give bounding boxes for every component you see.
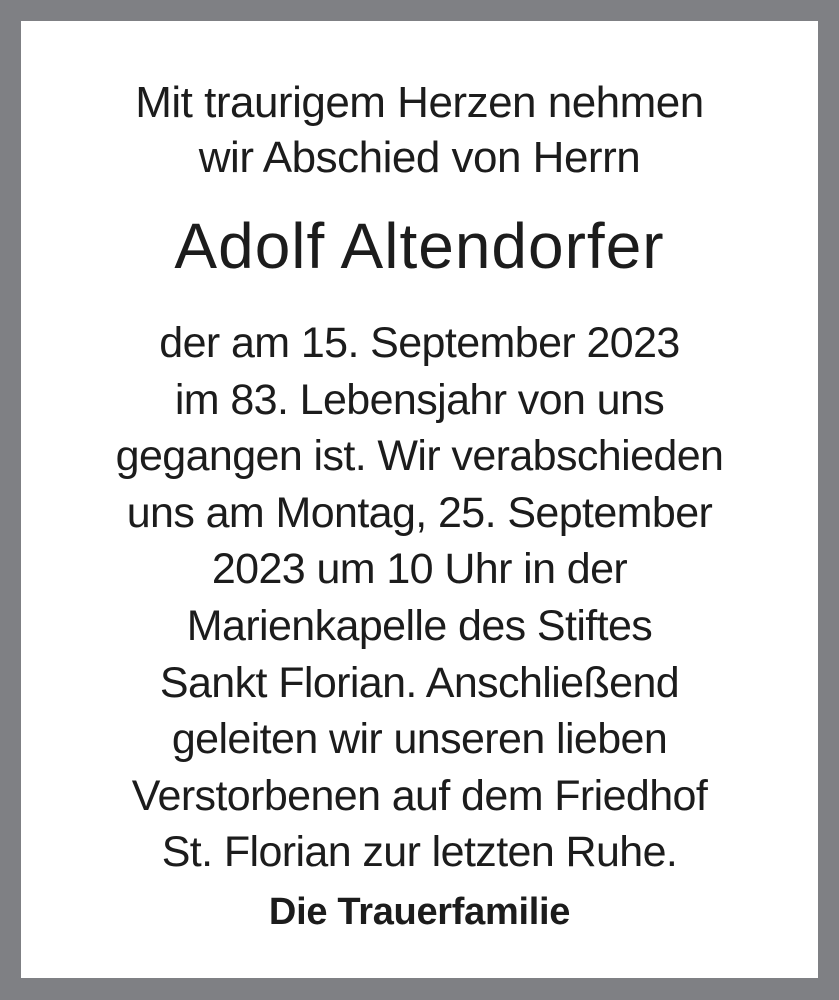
signature: Die Trauerfamilie bbox=[268, 891, 571, 933]
deceased-name: Adolf Altendorfer bbox=[174, 210, 665, 282]
intro-text bbox=[21, 75, 818, 185]
body-line: Marienkapelle des Stiftes bbox=[186, 601, 653, 650]
intro-line: Mit traurigem Herzen nehmen bbox=[135, 78, 704, 127]
notice-body bbox=[21, 315, 818, 881]
body-line: 2023 um 10 Uhr in der bbox=[211, 545, 628, 594]
body-line: geleiten wir unseren lieben bbox=[171, 715, 668, 764]
body-line: im 83. Lebensjahr von uns bbox=[174, 375, 665, 424]
body-line: St. Florian zur letzten Ruhe. bbox=[161, 828, 678, 877]
body-line: uns am Montag, 25. September bbox=[126, 488, 713, 537]
intro-line: wir Abschied von Herrn bbox=[198, 133, 641, 182]
body-line: Verstorbenen auf dem Friedhof bbox=[131, 771, 708, 820]
body-line: Sankt Florian. Anschließend bbox=[159, 658, 680, 707]
body-line: gegangen ist. Wir verabschieden bbox=[115, 432, 724, 481]
body-line: der am 15. September 2023 bbox=[159, 319, 680, 367]
obituary-notice bbox=[21, 21, 818, 978]
